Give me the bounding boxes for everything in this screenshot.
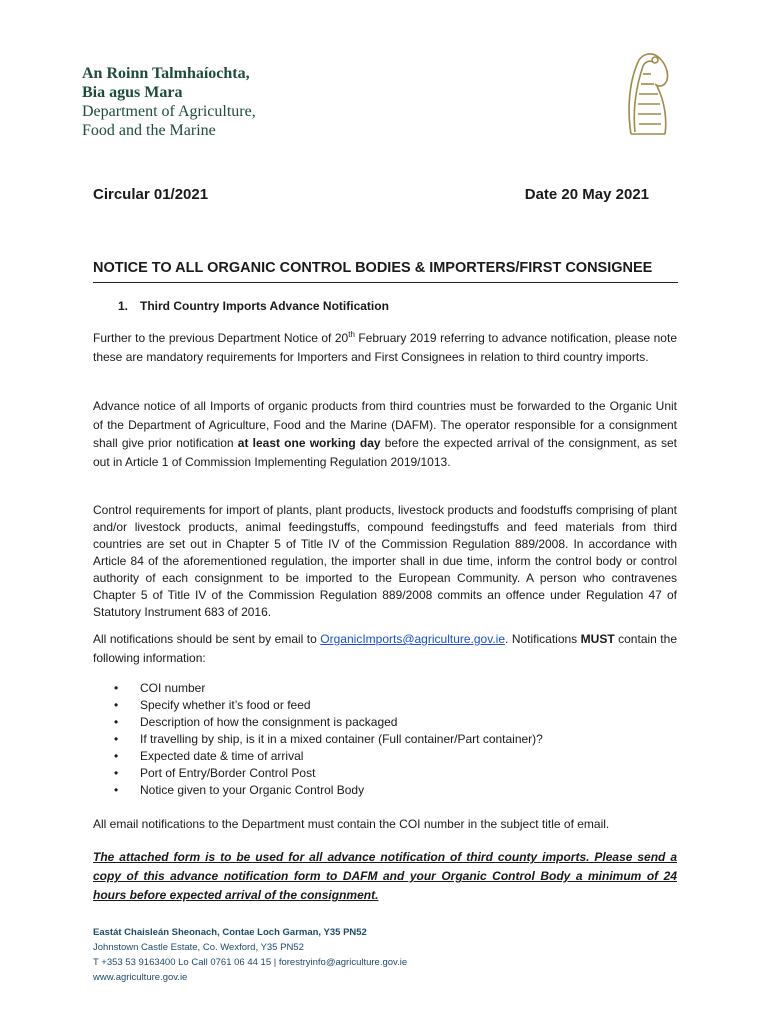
list-item: [114, 697, 654, 714]
para2-emphasis: at least one working day: [237, 436, 381, 450]
para4-text-middle: . Notifications: [505, 632, 581, 646]
bullet-icon: •: [114, 698, 119, 712]
department-logo: [82, 64, 256, 140]
section-heading: [118, 299, 389, 313]
bullet-icon: •: [114, 749, 119, 763]
logo-line-english-1: Department of Agriculture,: [82, 103, 256, 120]
para4-text-end: contain the following information:: [93, 632, 677, 665]
bullet-icon: •: [114, 732, 119, 746]
footer-website: www.agriculture.gov.ie: [93, 972, 188, 983]
list-item-text: Description of how the consignment is packaged: [140, 715, 398, 729]
para2-text-end: before the expected arrival of the consignment, as set out in Article 1 of Commission Implementing Regulation 2019/1013.: [93, 436, 678, 469]
list-item-text: If travelling by ship, is it in a mixed container (Full container/Part container)?: [140, 732, 543, 746]
list-item: [114, 680, 654, 697]
footer-contact: T +353 53 9163400 Lo Call 0761 06 44 15 | forestryinfo@agriculture.gov.ie: [93, 957, 408, 968]
circular-number: Circular 01/2021: [93, 186, 209, 203]
list-item-text: Notice given to your Organic Control Body: [140, 783, 365, 797]
harp-emblem-icon: [621, 50, 673, 142]
logo-line-english-2: Food and the Marine: [82, 122, 216, 139]
section-title: Third Country Imports Advance Notification: [140, 299, 389, 313]
circular-date: Date 20 May 2021: [524, 186, 649, 203]
para1-text-start: Further to the previous Department Notice of 20: [93, 331, 349, 345]
list-item: [114, 765, 654, 782]
footer-address: [93, 925, 407, 985]
list-item-text: Port of Entry/Border Control Post: [140, 766, 316, 780]
footer-address-irish: Eastát Chaisleán Sheonach, Contae Loch Garman, Y35 PN52: [93, 927, 367, 938]
notice-title: NOTICE TO ALL ORGANIC CONTROL BODIES & IMPORTERS/FIRST CONSIGNEE: [93, 260, 678, 283]
bullet-icon: •: [114, 766, 119, 780]
attached-form-note: The attached form is to be used for all advance notification of third county imports. Please send a copy of this advance notification form to DAFM and your Organic Control Body a minimum of 24 hours before expected arrival of the consignment.: [93, 850, 677, 902]
paragraph-email-instructions: [93, 630, 677, 667]
list-item-text: Expected date & time of arrival: [140, 749, 304, 763]
logo-line-irish-2: Bia agus Mara: [82, 84, 183, 101]
bullet-icon: •: [114, 783, 119, 797]
list-item-text: Specify whether it’s food or feed: [140, 698, 311, 712]
bullet-icon: •: [114, 715, 119, 729]
para1-superscript: th: [348, 330, 355, 339]
footer-address-english: Johnstown Castle Estate, Co. Wexford, Y35 PN52: [93, 942, 304, 953]
para4-text-start: All notifications should be sent by email to: [93, 632, 321, 646]
paragraph-control-requirements: Control requirements for import of plants, plant products, livestock products and foodstuffs comprising of plant and/or livestock products, animal feedingstuffs, compound feedingstuffs and feed materials from third countries are set out in Chapter 5 of Title IV of the Commission Regulation 889/2008. In accordance with Article 84 of the aforementioned regulation, the importer shall in due time, inform the control body or control authority of each consignment to be imported to the European Community. A person who contravenes Chapter 5 of Title IV of the Commission Regulation 889/2008 commits an offence under Regulation 47 of Statutory Instrument 683 of 2016.: [93, 503, 677, 619]
para2-text-start: Advance notice of all Imports of organic products from third countries must be forwarded to the Organic Unit of the Department of Agriculture, Food and the Marine (DAFM). The operator responsible for a consignment shall give prior notification: [93, 399, 677, 450]
list-item-text: COI number: [140, 681, 206, 695]
email-link[interactable]: OrganicImports@agriculture.gov.ie: [320, 632, 505, 646]
section-number: 1.: [118, 299, 129, 313]
list-item: [114, 714, 654, 731]
bullet-icon: •: [114, 681, 119, 695]
paragraph-coi-subject: All email notifications to the Department must contain the COI number in the subject title of email.: [93, 817, 610, 831]
paragraph-advance-notice-intro: [93, 329, 677, 366]
paragraph-advance-notice-requirement: [93, 397, 677, 471]
para1-text-end: February 2019 referring to advance notification, please note these are mandatory requirements for Importers and First Consignees in relation to third country imports.: [93, 331, 677, 364]
logo-line-irish-1: An Roinn Talmhaíochta,: [82, 65, 250, 82]
para4-emphasis: MUST: [580, 632, 615, 646]
required-info-list: [114, 680, 654, 799]
list-item: [114, 748, 654, 765]
circular-header: [93, 186, 649, 203]
list-item: [114, 782, 654, 799]
list-item: [114, 731, 654, 748]
